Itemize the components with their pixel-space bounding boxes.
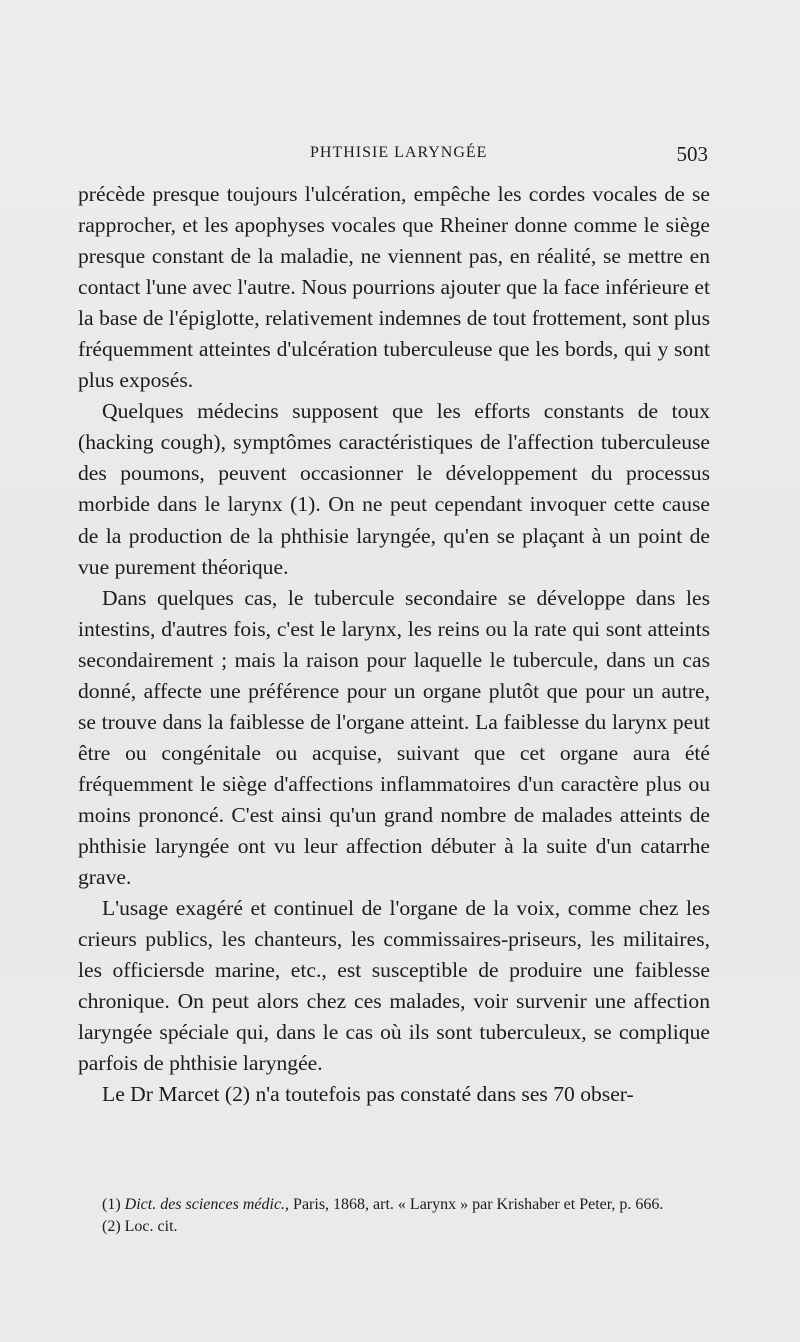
body-text: [78, 179, 710, 1110]
paragraph-1: précède presque toujours l'ulcération, empêche les cordes vocales de se rapprocher, et les apophyses vocales que Rheiner donne comme le siège presque constant de la maladie, ne viennent pas, en réalité, se mettre en contact l'une avec l'autre. Nous pourrions ajouter que la face inférieure et la base de l'épiglotte, relativement indemnes de tout frottement, sont plus fréquemment atteintes d'ulcération tuberculeuse que les bords, qui y sont plus exposés.: [78, 182, 710, 393]
footnote-1: [78, 1194, 710, 1216]
paragraph-3: Dans quelques cas, le tubercule secondaire se développe dans les intestins, d'autres fois, c'est le larynx, les reins ou la rate qui sont atteints secondairement ; mais la raison pour laquelle le tubercule, dans un cas donné, affecte une préférence pour un organe plutôt que pour un autre, se trouve dans la faiblesse de l'organe atteint. La faiblesse du larynx peut être ou congénitale ou acquise, suivant que cet organe aura été fréquemment le siège d'affections inflammatoires d'un caractère plus ou moins prononcé. C'est ainsi qu'un grand nombre de malades atteints de phthisie laryngée ont vu leur affection débuter à la suite d'un catarrhe grave.: [78, 585, 710, 890]
footnote-1-source: Dict. des sciences médic.: [124, 1196, 286, 1213]
paragraph-5: Le Dr Marcet (2) n'a toutefois pas constaté dans ses 70 obser-: [102, 1082, 634, 1107]
footnote-2: (2) Loc. cit.: [102, 1218, 178, 1235]
paragraph-4: L'usage exagéré et continuel de l'organe de la voix, comme chez les crieurs publics, les chanteurs, les commissaires-priseurs, les militaires, les officiersde marine, etc., est susceptible de produire une faiblesse chronique. On peut alors chez ces malades, voir survenir une affection laryngée spéciale qui, dans le cas où ils sont tuberculeux, se complique parfois de phthisie laryngée.: [78, 896, 710, 1076]
footnote-1-marker: (1): [102, 1196, 121, 1213]
footnotes: [78, 1194, 710, 1238]
running-title: PHTHISIE LARYNGÉE: [310, 144, 488, 161]
page-header: [78, 142, 708, 166]
paragraph-2: Quelques médecins supposent que les efforts constants de toux (hacking cough), symptômes caractéristiques de l'affection tuberculeuse des poumons, peuvent occasionner le développement du processus morbide dans le larynx (1). On ne peut cependant invoquer cette cause de la production de la phthisie laryngée, qu'en se plaçant à un point de vue purement théorique.: [78, 399, 710, 579]
footnote-1-rest: , Paris, 1868, art. « Larynx » par Krishaber et Peter, p. 666.: [285, 1196, 664, 1213]
page-number: 503: [676, 142, 708, 166]
